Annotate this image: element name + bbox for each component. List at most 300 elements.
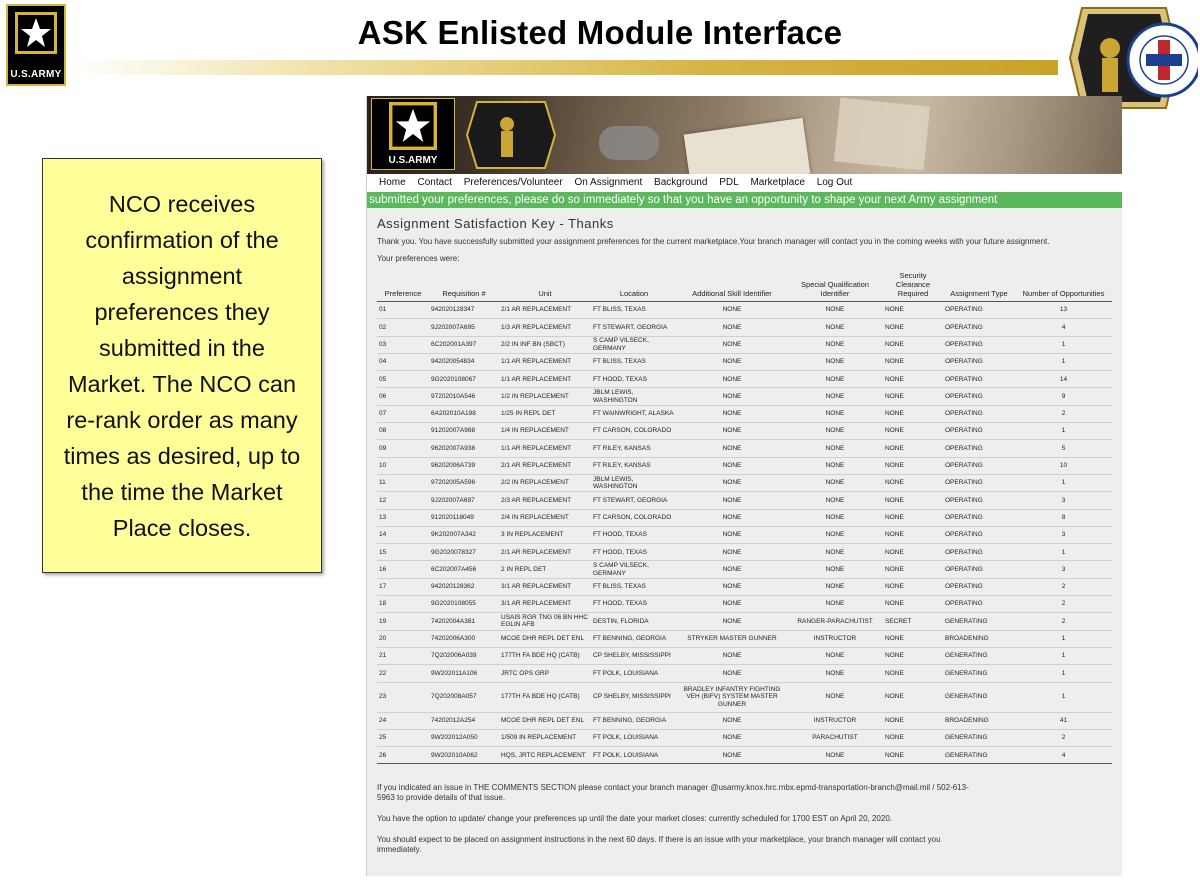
table-cell: 6C202001A397 [429,336,499,353]
document-graphic [834,97,930,170]
table-cell: 1 [1015,647,1112,664]
table-row [377,474,1112,491]
table-cell: INSTRUCTOR [787,630,883,647]
banner-army-logo-text: U.S.ARMY [388,155,438,166]
confirmation-message: Thank you. You have successfully submitted your assignment preferences for the current marketplace.Your branch manager will contact you in the coming weeks with your future assignment. [377,237,1050,246]
table-cell: NONE [677,302,787,319]
table-cell: 08 [377,423,429,440]
table-row [377,665,1112,682]
table-cell: NONE [883,440,943,457]
table-cell: FT HOOD, TEXAS [591,596,677,613]
table-cell: 13 [1015,302,1112,319]
table-cell: 1/3 AR REPLACEMENT [499,319,591,336]
table-cell: NONE [883,474,943,491]
hrc-badge-icon [463,98,559,172]
table-cell: NONE [677,712,787,729]
table-cell: NONE [677,544,787,561]
table-cell: NONE [883,302,943,319]
table-cell: 1/509 IN REPLACEMENT [499,729,591,746]
table-cell: NONE [787,561,883,578]
table-cell: NONE [787,405,883,422]
table-cell: 1 [1015,474,1112,491]
army-star-icon [389,102,437,150]
nav-marketplace[interactable]: Marketplace [750,177,805,188]
table-cell: PARACHUTIST [787,729,883,746]
table-cell: 2 [1015,405,1112,422]
table-cell: OPERATING [943,423,1015,440]
army-logo-text: U.S.ARMY [10,69,62,80]
table-cell: NONE [787,336,883,353]
table-cell: 2/4 IN REPLACEMENT [499,509,591,526]
table-row [377,440,1112,457]
table-cell: NONE [677,319,787,336]
table-cell: 7Q202006A039 [429,647,499,664]
table-cell: S CAMP VILSECK, GERMANY [591,561,677,578]
table-cell: NONE [787,665,883,682]
table-cell: HQS, JRTC REPLACEMENT [499,747,591,764]
table-row [377,682,1112,712]
table-cell: 10 [377,457,429,474]
table-row [377,405,1112,422]
table-cell: BRADLEY INFANTRY FIGHTING VEH (BIFV) SYSTEM MASTER GUNNER [677,682,787,712]
table-cell: 2 [1015,613,1112,630]
table-cell: NONE [787,526,883,543]
page-heading: Assignment Satisfaction Key - Thanks [377,216,614,231]
table-cell: 12 [377,492,429,509]
column-header: Number of Opportunities [1015,269,1112,302]
table-cell: NONE [677,492,787,509]
table-cell: NONE [787,371,883,388]
table-cell: 24 [377,712,429,729]
table-cell: 8 [1015,509,1112,526]
table-cell: 14 [377,526,429,543]
table-cell: 25 [377,729,429,746]
table-cell: 02 [377,319,429,336]
nav-pdl[interactable]: PDL [719,177,739,188]
table-cell: GENERATING [943,665,1015,682]
table-cell: 1 [1015,682,1112,712]
table-cell: FT POLK, LOUISIANA [591,729,677,746]
table-row [377,647,1112,664]
table-cell: NONE [787,474,883,491]
table-cell: NONE [883,526,943,543]
table-cell: 23 [377,682,429,712]
table-cell: MCOE DHR REPL DET ENL [499,712,591,729]
table-row [377,509,1112,526]
table-cell: 9K202007A342 [429,526,499,543]
table-cell: 2/3 AR REPLACEMENT [499,492,591,509]
table-row [377,578,1112,595]
table-cell: INSTRUCTOR [787,712,883,729]
column-header: Security Clearance Required [883,269,943,302]
table-cell: NONE [883,665,943,682]
table-cell: FT RILEY, KANSAS [591,440,677,457]
table-row [377,302,1112,319]
table-cell: 4 [1015,747,1112,764]
table-cell: CP SHELBY, MISSISSIPPI [591,647,677,664]
table-row [377,423,1112,440]
table-row [377,492,1112,509]
table-cell: JBLM LEWIS, WASHINGTON [591,474,677,491]
table-cell: 9J202007A695 [429,319,499,336]
table-cell: 2 [1015,578,1112,595]
table-cell: 1/1 AR REPLACEMENT [499,371,591,388]
table-cell: NONE [883,509,943,526]
table-cell: FT POLK, LOUISIANA [591,665,677,682]
table-cell: GENERATING [943,682,1015,712]
column-header: Location [591,269,677,302]
table-cell: OPERATING [943,319,1015,336]
table-cell: FT HOOD, TEXAS [591,371,677,388]
nav-contact[interactable]: Contact [417,177,452,188]
column-header: Assignment Type [943,269,1015,302]
table-cell: NONE [883,353,943,370]
table-cell: FT BENNING, GEORGIA [591,630,677,647]
table-cell: 96202007A938 [429,440,499,457]
table-cell: OPERATING [943,336,1015,353]
table-cell: 1 [1015,544,1112,561]
table-cell: 2/2 IN REPLACEMENT [499,474,591,491]
table-cell: NONE [677,729,787,746]
table-cell: 2 [1015,729,1112,746]
footer-issue-note: If you indicated an issue in THE COMMENTS SECTION please contact your branch manager @usarmy.knox.hrc.mbx.epmd-transportation-branch@mail.mil / 502-613-5963 to provide details of that issue. [377,783,969,802]
table-cell: FT RILEY, KANSAS [591,457,677,474]
table-row [377,747,1112,764]
table-cell: 7Q202008A057 [429,682,499,712]
table-cell: GENERATING [943,647,1015,664]
table-cell: 1 [1015,336,1112,353]
callout-box [42,158,322,573]
column-header: Preference [377,269,429,302]
table-cell: 1/4 IN REPLACEMENT [499,423,591,440]
column-header: Requisition # [429,269,499,302]
table-cell: 14 [1015,371,1112,388]
table-cell: 6C202007A456 [429,561,499,578]
table-cell: NONE [787,747,883,764]
table-cell: 74202006A300 [429,630,499,647]
table-cell: NONE [787,457,883,474]
table-cell: 26 [377,747,429,764]
table-cell: JBLM LEWIS, WASHINGTON [591,388,677,405]
site-nav [367,174,1122,192]
nav-background[interactable]: Background [654,177,708,188]
table-cell: NONE [677,457,787,474]
table-cell: 21 [377,647,429,664]
table-cell: OPERATING [943,474,1015,491]
table-row [377,319,1112,336]
table-cell: 9G2020108067 [429,371,499,388]
table-cell: SECRET [883,613,943,630]
table-cell: NONE [677,371,787,388]
table-cell: GENERATING [943,747,1015,764]
table-cell: 3 [1015,526,1112,543]
column-header: Additional Skill Identifier [677,269,787,302]
table-cell: OPERATING [943,561,1015,578]
table-cell: NONE [883,729,943,746]
footer-notes [377,783,977,866]
table-cell: NONE [883,388,943,405]
table-cell: NONE [677,474,787,491]
table-cell: NONE [787,578,883,595]
table-cell: 01 [377,302,429,319]
table-cell: NONE [787,319,883,336]
table-cell: NONE [883,578,943,595]
table-cell: NONE [883,747,943,764]
table-cell: FT BLISS, TEXAS [591,578,677,595]
table-cell: NONE [677,596,787,613]
table-row [377,630,1112,647]
table-cell: 1 [1015,353,1112,370]
table-cell: STRYKER MASTER GUNNER [677,630,787,647]
table-cell: NONE [677,747,787,764]
table-cell: 19 [377,613,429,630]
table-cell: NONE [677,526,787,543]
table-cell: NONE [787,492,883,509]
footer-update-note: You have the option to update/ change your preferences up until the date your market closes: currently scheduled for 1700 EST on April 20, 2020. [377,814,892,823]
table-header-row [377,269,1112,302]
table-cell: 9G2020108055 [429,596,499,613]
table-cell: 5 [1015,440,1112,457]
table-cell: NONE [883,596,943,613]
preferences-table [377,269,1112,764]
main-content [377,210,1113,764]
table-cell: OPERATING [943,457,1015,474]
table-row [377,371,1112,388]
table-row [377,561,1112,578]
table-cell: NONE [883,561,943,578]
table-cell: 177TH FA BDE HQ (CATB) [499,647,591,664]
notice-ticker: submitted your preferences, please do so immediately so that you have an opportunity to shape your next Army assignment [367,192,1122,208]
table-cell: NONE [883,371,943,388]
nav-on-assignment[interactable]: On Assignment [574,177,643,188]
table-cell: 41 [1015,712,1112,729]
table-cell: 9J202007A697 [429,492,499,509]
table-cell: 13 [377,509,429,526]
callout-text: NCO receives confirmation of the assignment preferences they submitted in the Market. The NCO can re-rank order as many times as desired, up to the time the Market Place closes. [63,190,301,541]
table-cell: NONE [677,647,787,664]
table-cell: DESTIN, FLORIDA [591,613,677,630]
table-cell: 97202005A596 [429,474,499,491]
table-cell: FT STEWART, GEORGIA [591,319,677,336]
table-cell: 2/1 AR REPLACEMENT [499,457,591,474]
table-cell: OPERATING [943,492,1015,509]
table-cell: NONE [677,665,787,682]
table-cell: NONE [787,544,883,561]
table-cell: NONE [677,509,787,526]
table-cell: NONE [787,596,883,613]
table-cell: NONE [883,544,943,561]
table-cell: 3/1 AR REPLACEMENT [499,578,591,595]
table-cell: 04 [377,353,429,370]
table-cell: NONE [883,712,943,729]
table-cell: FT HOOD, TEXAS [591,544,677,561]
table-cell: 3 [1015,492,1112,509]
table-cell: 912020118049 [429,509,499,526]
preferences-label: Your preferences were: [377,254,460,263]
table-cell: 1/25 IN REPL DET [499,405,591,422]
table-cell: NONE [677,578,787,595]
table-cell: FT CARSON, COLORADO [591,509,677,526]
table-cell: NONE [677,561,787,578]
table-cell: 9W202010A062 [429,747,499,764]
table-cell: OPERATING [943,509,1015,526]
table-cell: 1 [1015,630,1112,647]
slide-title: ASK Enlisted Module Interface [357,14,843,51]
table-cell: GENERATING [943,729,1015,746]
table-cell: NONE [787,647,883,664]
table-row [377,613,1112,630]
title-underline-bar [70,60,1058,75]
table-cell: NONE [883,492,943,509]
table-row [377,336,1112,353]
table-cell: 06 [377,388,429,405]
column-header: Special Qualification Identifier [787,269,883,302]
table-cell: USAIS RGR TNG 06 BN HHC EGLIN AFB [499,613,591,630]
table-cell: OPERATING [943,578,1015,595]
table-cell: 10 [1015,457,1112,474]
table-cell: NONE [677,336,787,353]
table-cell: 11 [377,474,429,491]
table-cell: OPERATING [943,371,1015,388]
table-cell: NONE [677,353,787,370]
table-cell: 942020128362 [429,578,499,595]
table-row [377,729,1112,746]
table-cell: 942020128347 [429,302,499,319]
table-cell: 1 [1015,423,1112,440]
table-row [377,596,1112,613]
table-cell: 9G2020078327 [429,544,499,561]
table-cell: 20 [377,630,429,647]
table-cell: 1/2 IN REPLACEMENT [499,388,591,405]
table-cell: MCOE DHR REPL DET ENL [499,630,591,647]
table-cell: NONE [677,388,787,405]
table-cell: 97202010A546 [429,388,499,405]
table-cell: 22 [377,665,429,682]
table-cell: FT POLK, LOUISIANA [591,747,677,764]
table-cell: 9W202012A050 [429,729,499,746]
table-cell: FT HOOD, TEXAS [591,526,677,543]
table-cell: 3 IN REPLACEMENT [499,526,591,543]
table-cell: 07 [377,405,429,422]
site-banner [367,96,1122,174]
table-cell: OPERATING [943,405,1015,422]
table-cell: NONE [883,319,943,336]
table-cell: 17 [377,578,429,595]
table-cell: 9W202011A106 [429,665,499,682]
table-cell: NONE [677,613,787,630]
table-cell: 74202012A254 [429,712,499,729]
table-cell: NONE [787,440,883,457]
table-cell: OPERATING [943,526,1015,543]
table-cell: NONE [787,509,883,526]
table-cell: FT STEWART, GEORGIA [591,492,677,509]
table-cell: NONE [883,630,943,647]
table-row [377,544,1112,561]
table-cell: FT BENNING, GEORGIA [591,712,677,729]
table-cell: FT BLISS, TEXAS [591,302,677,319]
column-header: Unit [499,269,591,302]
table-cell: OPERATING [943,544,1015,561]
table-cell: NONE [883,647,943,664]
table-cell: OPERATING [943,388,1015,405]
table-cell: 2 IN REPL DET [499,561,591,578]
table-cell: NONE [883,457,943,474]
banner-army-logo[interactable] [371,98,455,170]
table-cell: NONE [787,423,883,440]
dog-tags-graphic [599,126,659,160]
table-cell: 3/1 AR REPLACEMENT [499,596,591,613]
table-cell: FT CARSON, COLORADO [591,423,677,440]
table-row [377,526,1112,543]
table-cell: 91202007A988 [429,423,499,440]
table-cell: 9 [1015,388,1112,405]
table-cell: 05 [377,371,429,388]
table-cell: OPERATING [943,302,1015,319]
nav-home[interactable]: Home [379,177,406,188]
table-cell: 16 [377,561,429,578]
table-cell: BROADENING [943,712,1015,729]
table-cell: NONE [787,353,883,370]
table-cell: GENERATING [943,613,1015,630]
table-cell: 09 [377,440,429,457]
table-row [377,457,1112,474]
table-cell: 942020054834 [429,353,499,370]
table-cell: 2/2 IN INF BN (SBCT) [499,336,591,353]
table-cell: 1 [1015,665,1112,682]
table-cell: NONE [883,336,943,353]
nav-preferences-volunteer[interactable]: Preferences/Volunteer [463,177,563,188]
table-cell: NONE [677,440,787,457]
table-cell: NONE [677,405,787,422]
table-cell: 74202004A381 [429,613,499,630]
table-cell: NONE [787,302,883,319]
nav-log-out[interactable]: Log Out [816,177,853,188]
table-cell: NONE [787,388,883,405]
table-cell: 2 [1015,596,1112,613]
table-cell: NONE [787,682,883,712]
table-cell: JRTC OPS GRP [499,665,591,682]
table-cell: 2/1 AR REPLACEMENT [499,302,591,319]
app-screenshot [366,96,1122,876]
table-cell: 03 [377,336,429,353]
table-cell: S CAMP VILSECK, GERMANY [591,336,677,353]
table-cell: OPERATING [943,353,1015,370]
table-cell: OPERATING [943,596,1015,613]
table-cell: 4 [1015,319,1112,336]
table-cell: CP SHELBY, MISSISSIPPI [591,682,677,712]
table-cell: NONE [883,405,943,422]
table-cell: 3 [1015,561,1112,578]
table-cell: 1/1 AR REPLACEMENT [499,353,591,370]
table-cell: 6A202010A198 [429,405,499,422]
footer-placement-note: You should expect to be placed on assignment instructions in the next 60 days. If there is an issue with your marketplace, your branch manager will contact you immediately. [377,835,941,854]
table-cell: NONE [883,423,943,440]
table-row [377,388,1112,405]
table-cell: OPERATING [943,440,1015,457]
table-cell: NONE [883,682,943,712]
table-cell: FT WAINWRIGHT, ALASKA [591,405,677,422]
table-cell: 15 [377,544,429,561]
table-row [377,353,1112,370]
table-cell: 18 [377,596,429,613]
table-cell: BROADENING [943,630,1015,647]
table-cell: NONE [677,423,787,440]
table-cell: 177TH FA BDE HQ (CATB) [499,682,591,712]
table-cell: RANGER-PARACHUTIST [787,613,883,630]
table-cell: 1/1 AR REPLACEMENT [499,440,591,457]
table-cell: 2/1 AR REPLACEMENT [499,544,591,561]
table-cell: 96202006A739 [429,457,499,474]
